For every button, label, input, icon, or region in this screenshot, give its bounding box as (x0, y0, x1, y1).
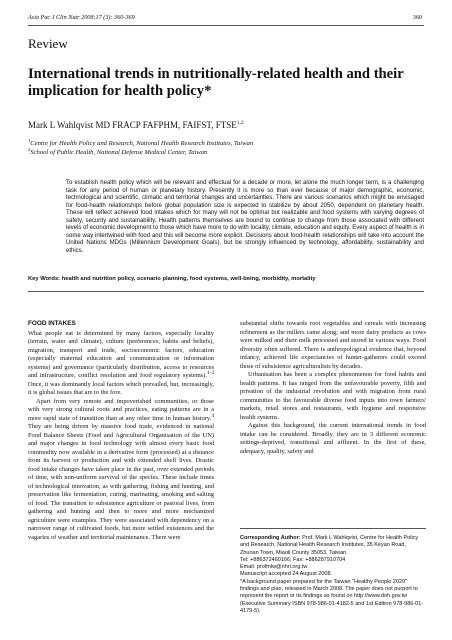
paragraph: Apart from very remote and impoverished communities, or those with very strong cultural roots and practices, eating patterns are in a more rapid state of transition than at any other time in human history.$^4$ They are being driven by massive food trade, evidenced in national Food Balance Sheets (Food and Agricultural Organisation of the UN) and major changes in food technology with almost every basic food commodity now available in a derivative form (processed) at a distance from its harvest or production and with extended shelf lives. Drastic food intake changes have taken place in the past, over extended periods of time, with non-uniform survival of the species. These include times of technological innovation, as with gathering, fishing and hunting, and preservation like fermentation, curing, marinating, smoking and salting of food. The transition to subsistence agriculture or pastoral lives, from gathering and hunting and then to more and more mechanized agriculture were examples. They were associated with dependency on a narrower range of cultivated foods, but more settled existences and the vagaries of weather and territorial maintenance. There were (28, 397, 214, 541)
keywords-rule (28, 291, 424, 292)
author-name: Mark L Wahlqvist MD FRACP FAFPHM, FAIFST, FTSE (28, 120, 237, 130)
paragraph: Urbanisation has been a complex phenomenon for food habits and health patterns. It has ranged from the unfavourable poverty, filth and privation of the industrial revolution and with migration from rural communities to the favourable diverse food inputs into town farmers' markets, retail stores and restaurants, with hygiene and responsive health systems. (240, 371, 426, 421)
author-line (28, 120, 244, 130)
keywords (28, 276, 428, 282)
section-heading: FOOD INTAKES (28, 320, 76, 327)
footnote-rule (240, 528, 426, 529)
page-number: 360 (412, 14, 422, 21)
body-column-left (28, 320, 214, 542)
email: Email: profmlw@nhri.org.tw (240, 564, 308, 571)
paragraph: substantial shifts towards root vegetables and cereals with increasing refinement as the millers came along; and more dairy products as cows were milked and their milk processed and stored in various ways. Food diversity often suffered. There is anthropological evidence that, beyond infancy, achieved life expectancies of hunter-gatherers could exceed those of subsistence agriculturalists by decades. (240, 320, 426, 370)
header-rule (28, 25, 424, 26)
article-title: International trends in nutritionally-related health and their implication for health policy* (28, 66, 404, 99)
correspondence-label: Corresponding Author: (240, 535, 301, 541)
body-column-right (240, 320, 426, 456)
abstract: To establish health policy which will be relevant and effectual for a decade or more, let alone the much longer term, is a challenging task for any period of human or planetary history. Presently it is more so than ever because of major demographic, economic, technological and scientific, climatic and territorial changes and uncertainties. There are various scenarios which might be envisaged for food-health relationships before global population size is expected to stabilize by about 2050, dependent on planetary health. These will reflect achieved food intakes which for many will not be optimal but realizable and food systems with varying degrees of safety, security and sustainability. Health patterns themselves are bound to continue to change from those associated with different levels of economic development to those which have more to do with locality, climate, education and equity. Every aspect of health is in some way intertwined with food and this will become more explicit. Decisions about food-health relationships will take into account the United Nations MDGs (Millennium Development Goals), but be strongly influenced by technology, affordability, sustainability and ethics. (66, 180, 424, 254)
paragraph: Against this background, the current international trends in food intake can be considered. Broadly, they are in 3 different economic settings-deprived, transitional and affluent. In the first of these, adequacy, quality, safety and (240, 422, 426, 455)
background-footnote: *A background paper prepared for the Taiwan "Healthy People 2020" findings and plan, released in March 2008. The paper does not purport to represent the report or its findings as found on http://www.doh.gov.tw (Executive Summary ISBN 978-986-01-4182-5 and 1st Edition 978-986-01-4179-5). (240, 578, 424, 614)
correspondence-block: Corresponding Author: Prof. Mark L Wahlqvist, Centre for Health Policy and Research, National Health Research Institutes, 35 Keyan Road, Zhunan Town, Miaoli County 35053, Taiwan. Tel: +886372460166; Fax: +886287910704 Email: profmlw@nhri.org.tw Manuscript accepted 24 August 2008. *A background paper prepared for the Taiwan "Healthy People 2020" findings and plan, released in March 2008. The paper does not purport to represent the report or its findings as found on http://www.doh.gov.tw (Executive Summary ISBN 978-986-01-4182-5 and 1st Edition 978-986-01-4179-5). (240, 535, 426, 615)
section-label: Review (28, 36, 68, 51)
affiliation-1: $^1$Centre for Health Policy and Research, National Health Research Institutes, Taiwan (28, 137, 254, 147)
tel-fax: Tel: +886372460166; Fax: +886287910704 (240, 556, 346, 563)
paragraph: What people eat is determined by many factors, especially locality (terrain, water and climate), culture (preferences, habits and beliefs), migration, transport and trade, socioeconomic factors, education (especially maternal education and communication or information systems) and governance (particularly distribution, access to resources and infrastructure, conflict resolution and food regulatory systems).$^{1-3}$ Once, it was dominantly local factors which prevailed, but, increasingly, it is global issues that are to the fore. (28, 329, 214, 396)
journal-citation: Asia Pac J Clin Nutr 2008;17 (3): 360-369 (28, 14, 135, 21)
manuscript-accepted: Manuscript accepted 24 August 2008. (240, 571, 333, 578)
affiliation-2: $^2$School of Public Health, National Defense Medical Center, Taiwan (28, 146, 208, 156)
keywords-text: health and nutrition policy, scenario planning, food systems, well-being, morbidity, mortality (61, 276, 316, 282)
keywords-label: Key Words: (28, 276, 61, 282)
author-affiliation-sup: 1,2 (236, 120, 244, 126)
